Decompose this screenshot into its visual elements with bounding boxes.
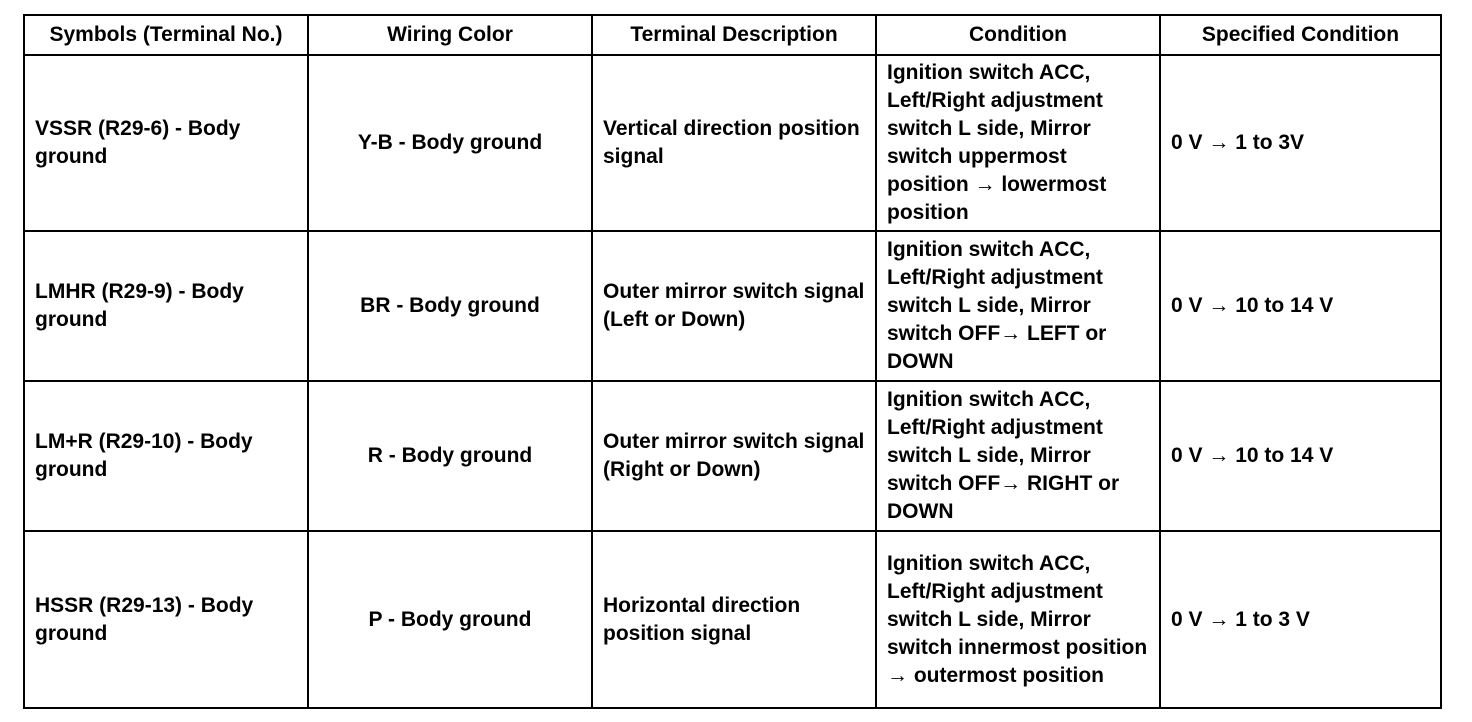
cell-terminal-description: Horizontal direction position signal	[592, 531, 876, 708]
cell-symbol: HSSR (R29-13) - Body ground	[24, 531, 308, 708]
cell-symbol: LM+R (R29-10) - Body ground	[24, 381, 308, 531]
header-specified-condition: Specified Condition	[1160, 15, 1441, 55]
header-row	[24, 15, 1441, 55]
cell-wiring-color: P - Body ground	[308, 531, 592, 708]
cell-terminal-description: Outer mirror switch signal (Left or Down)	[592, 231, 876, 381]
table-row	[24, 381, 1441, 531]
table-header	[24, 15, 1441, 55]
header-symbols: Symbols (Terminal No.)	[24, 15, 308, 55]
table-row	[24, 531, 1441, 708]
header-wiring-color: Wiring Color	[308, 15, 592, 55]
cell-wiring-color: BR - Body ground	[308, 231, 592, 381]
cell-symbol: VSSR (R29-6) - Body ground	[24, 55, 308, 231]
cell-specified-condition: 0 V → 1 to 3 V	[1160, 531, 1441, 708]
table-body	[24, 55, 1441, 708]
cell-condition: Ignition switch ACC, Left/Right adjustment switch L side, Mirror switch OFF→ RIGHT or DOWN	[876, 381, 1160, 531]
table-row	[24, 55, 1441, 231]
cell-wiring-color: Y-B - Body ground	[308, 55, 592, 231]
header-terminal-description: Terminal Description	[592, 15, 876, 55]
cell-specified-condition: 0 V → 1 to 3V	[1160, 55, 1441, 231]
cell-condition: Ignition switch ACC, Left/Right adjustment switch L side, Mirror switch OFF→ LEFT or DOWN	[876, 231, 1160, 381]
cell-wiring-color: R - Body ground	[308, 381, 592, 531]
cell-condition: Ignition switch ACC, Left/Right adjustment switch L side, Mirror switch innermost position → outermost position	[876, 531, 1160, 708]
cell-terminal-description: Vertical direction position signal	[592, 55, 876, 231]
cell-specified-condition: 0 V → 10 to 14 V	[1160, 231, 1441, 381]
header-condition: Condition	[876, 15, 1160, 55]
cell-terminal-description: Outer mirror switch signal (Right or Down)	[592, 381, 876, 531]
cell-symbol: LMHR (R29-9) - Body ground	[24, 231, 308, 381]
cell-specified-condition: 0 V → 10 to 14 V	[1160, 381, 1441, 531]
cell-condition: Ignition switch ACC, Left/Right adjustment switch L side, Mirror switch uppermost position → lowermost position	[876, 55, 1160, 231]
table-row	[24, 231, 1441, 381]
terminal-inspection-table	[23, 14, 1442, 709]
